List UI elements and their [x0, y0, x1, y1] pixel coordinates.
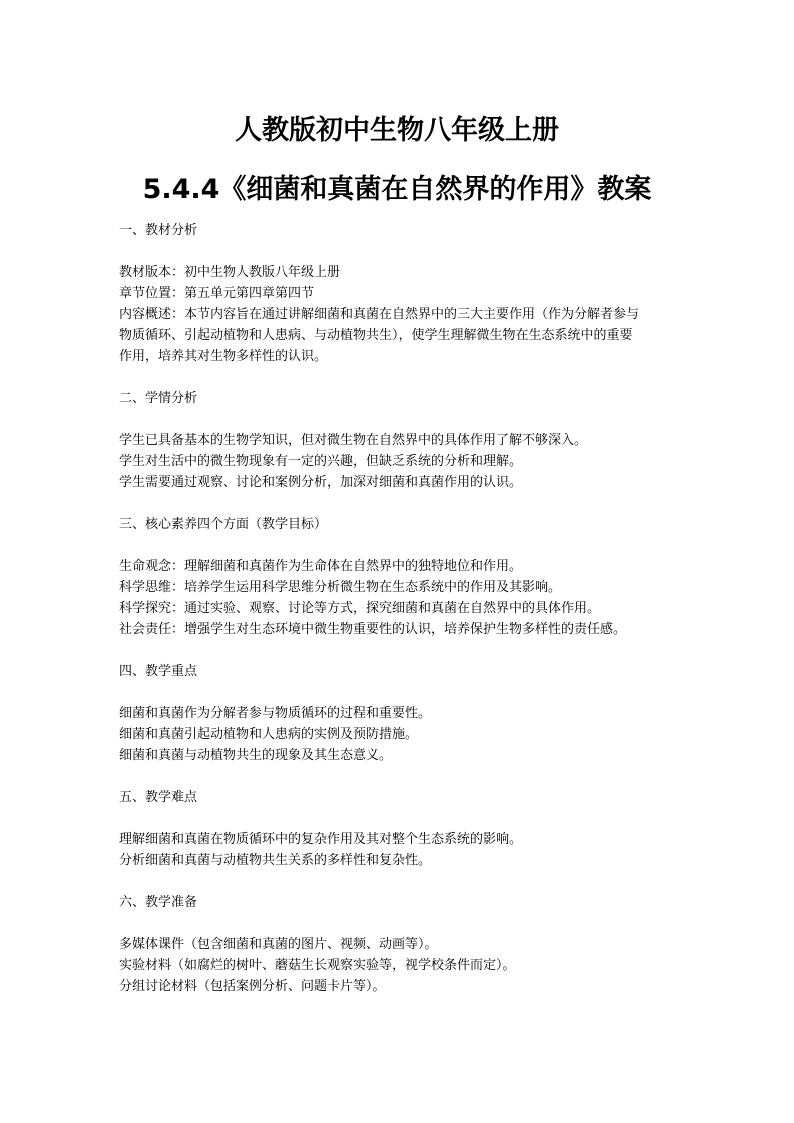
list-item: 实验材料（如腐烂的树叶、蘑菇生长观察实验等，视学校条件而定）。: [119, 958, 516, 973]
section-heading: 五、教学难点: [119, 790, 198, 805]
section-heading: 六、教学准备: [119, 895, 198, 910]
list-item: 科学探究：通过实验、观察、讨论等方式，探究细菌和真菌在自然界中的具体作用。: [119, 601, 601, 616]
list-item: 分组讨论材料（包括案例分析、问题卡片等）。: [119, 979, 386, 994]
section-student-analysis: [119, 388, 679, 493]
document-title-line-1: 人教版初中生物八年级上册: [235, 115, 559, 146]
chapter-position-line: 章节位置：第五单元第四章第四节: [119, 286, 315, 301]
spacer: [119, 367, 679, 388]
content-overview-line: 内容概述：本节内容旨在通过讲解细菌和真菌在自然界中的三大主要作用（作为分解者参与: [119, 307, 640, 322]
section-teaching-preparation: [119, 892, 679, 997]
spacer: [119, 493, 679, 514]
content-overview-line: 作用，培养其对生物多样性的认识。: [119, 349, 328, 364]
list-item: 细菌和真菌与动植物共生的现象及其生态意义。: [119, 748, 393, 763]
section-textbook-analysis: [119, 220, 679, 367]
document-title-line-2: 5.4.4《细菌和真菌在自然界的作用》教案: [142, 174, 652, 205]
list-item: 生命观念：理解细菌和真菌作为生命体在自然界中的独特地位和作用。: [119, 559, 523, 574]
section-core-literacy: [119, 514, 679, 640]
list-item: 社会责任：增强学生对生态环境中微生物重要性的认识，培养保护生物多样性的责任感。: [119, 622, 627, 637]
spacer: [119, 766, 679, 787]
section-heading: 三、核心素养四个方面（教学目标）: [119, 517, 328, 532]
section-heading: 四、教学重点: [119, 664, 198, 679]
section-heading: 一、教材分析: [119, 223, 198, 238]
content-overview-line: 物质循环、引起动植物和人患病、与动植物共生），使学生理解微生物在生态系统中的重要: [119, 328, 633, 343]
list-item: 学生需要通过观察、讨论和案例分析，加深对细菌和真菌作用的认识。: [119, 475, 523, 490]
spacer: [119, 871, 679, 892]
list-item: 理解细菌和真菌在物质循环中的复杂作用及其对整个生态系统的影响。: [119, 832, 523, 847]
list-item: 学生已具备基本的生物学知识，但对微生物在自然界中的具体作用了解不够深入。: [119, 433, 588, 448]
list-item: 分析细菌和真菌与动植物共生关系的多样性和复杂性。: [119, 853, 432, 868]
textbook-version-line: 教材版本：初中生物人教版八年级上册: [119, 265, 341, 280]
list-item: 细菌和真菌引起动植物和人患病的实例及预防措施。: [119, 727, 419, 742]
section-teaching-focus: [119, 661, 679, 766]
list-item: 细菌和真菌作为分解者参与物质循环的过程和重要性。: [119, 706, 432, 721]
section-teaching-difficulty: [119, 787, 679, 871]
list-item: 多媒体课件（包含细菌和真菌的图片、视频、动画等）。: [119, 937, 438, 952]
spacer: [119, 640, 679, 661]
section-heading: 二、学情分析: [119, 391, 198, 406]
list-item: 学生对生活中的微生物现象有一定的兴趣，但缺乏系统的分析和理解。: [119, 454, 523, 469]
document-body: [119, 220, 679, 997]
list-item: 科学思维：培养学生运用科学思维分析微生物在生态系统中的作用及其影响。: [119, 580, 562, 595]
